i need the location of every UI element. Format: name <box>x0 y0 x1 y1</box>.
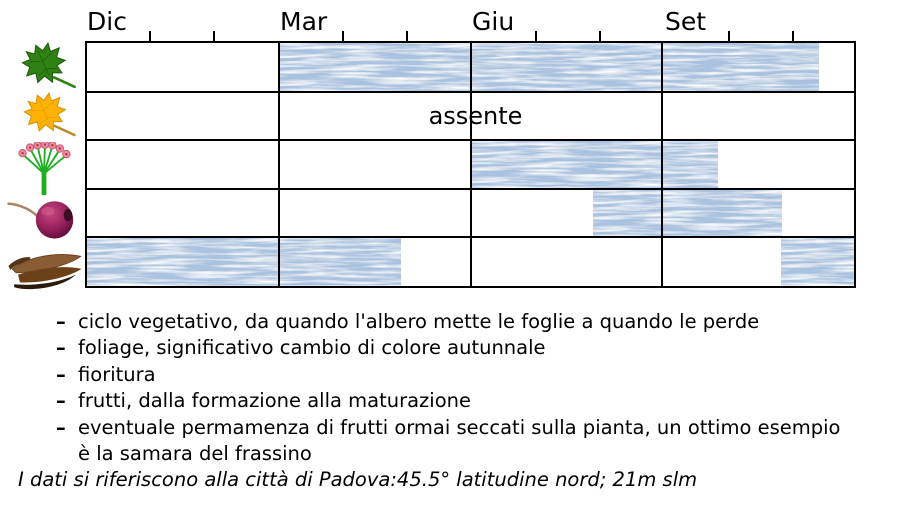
legend-item-frutti <box>56 388 902 414</box>
legend-item-text: frutti, dalla formazione alla maturazione <box>78 389 471 413</box>
absent-label: assente <box>428 101 523 130</box>
month-tick <box>406 31 408 41</box>
footer-note: I dati si riferiscono alla città di Padova:45.5° latitudine nord; 21m slm <box>18 468 698 491</box>
legend-item-text: foliage, significativo cambio di colore autunnale <box>78 336 546 360</box>
dash-bullet: – <box>56 310 66 333</box>
month-label-dic: Dic <box>87 7 127 36</box>
phase-bar-frutti <box>593 189 782 238</box>
legend-item-foliage <box>56 335 902 361</box>
month-tick <box>535 31 537 41</box>
legend-item-text-line1: eventuale permamenza di frutti ormai seccati sulla pianta, un ottimo esempio <box>78 415 841 439</box>
quarter-line-set <box>661 43 663 286</box>
legend-item-fioritura <box>56 362 902 388</box>
legend-item-text: ciclo vegetativo, da quando l'albero mette le foglie a quando le perde <box>78 310 760 333</box>
autumn-leaf-icon <box>18 92 78 140</box>
month-tick <box>342 31 344 41</box>
legend-item-text <box>78 415 840 468</box>
month-tick <box>213 31 215 41</box>
legend-item-permanenza-frutti <box>56 415 902 468</box>
dash-bullet: – <box>56 336 66 360</box>
quarter-line-giu <box>470 43 472 286</box>
flower-umbel-icon <box>14 142 74 196</box>
phase-bar-fioritura <box>471 140 718 189</box>
month-tick <box>149 31 151 41</box>
quarter-line-mar <box>278 43 280 286</box>
month-tick <box>599 31 601 41</box>
month-label-set: Set <box>665 7 707 36</box>
absent-label-row <box>87 92 854 141</box>
month-ticks <box>85 31 856 41</box>
phase-bar-ciclo-vegetativo <box>279 43 819 92</box>
month-label-giu: Giu <box>472 7 515 36</box>
legend-item-text-line2: è la samara del frassino <box>78 442 312 466</box>
phenology-table <box>85 41 856 288</box>
legend-item-ciclo-vegetativo <box>56 309 902 335</box>
green-leaf-icon <box>16 42 78 92</box>
phase-bar-permanenza-frutti-secchi <box>781 237 854 286</box>
month-tick <box>728 31 730 41</box>
dash-bullet: – <box>56 362 66 386</box>
month-label-mar: Mar <box>280 7 328 36</box>
phase-bar-permanenza-frutti-secchi <box>87 237 401 286</box>
month-tick <box>792 31 794 41</box>
dash-bullet: – <box>56 389 66 413</box>
fruit-icon <box>6 194 82 240</box>
samara-icon <box>6 240 84 292</box>
legend-item-text: fioritura <box>78 362 156 386</box>
dash-bullet: – <box>56 415 66 439</box>
legend <box>56 309 902 467</box>
